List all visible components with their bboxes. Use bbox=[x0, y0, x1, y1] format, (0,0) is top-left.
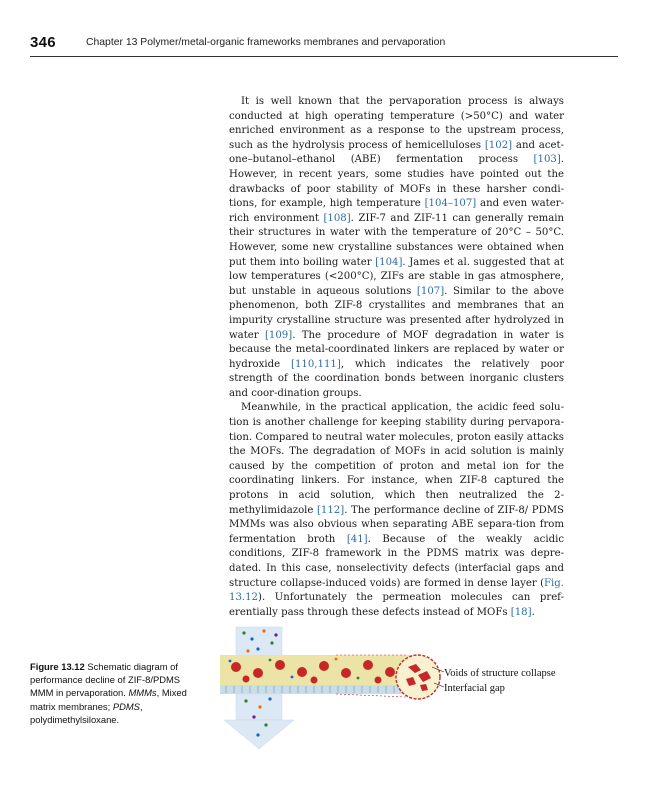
label-gap: Interfacial gap bbox=[444, 683, 505, 694]
page-number: 346 bbox=[30, 34, 56, 51]
header-rule bbox=[30, 56, 618, 57]
feed-arrow-shaft bbox=[236, 627, 282, 657]
citation-link[interactable]: [110,111] bbox=[291, 358, 341, 370]
citation-link[interactable]: [107] bbox=[416, 285, 445, 297]
figure-caption: Figure 13.12 Schematic diagram of performance decline of ZIF-8/PDMS MMM in pervaporation. MMMs, Mixed matrix membranes; PDMS, polydimethylsiloxane. bbox=[30, 661, 187, 725]
citation-link[interactable]: [104] bbox=[375, 256, 403, 268]
figure-link[interactable]: Fig. 13.12 bbox=[229, 577, 564, 604]
figure-label: Figure 13.12 bbox=[30, 661, 85, 672]
running-header bbox=[30, 34, 618, 54]
zoom-line-bottom bbox=[336, 694, 406, 697]
citation-link[interactable]: [18] bbox=[510, 606, 532, 618]
citation-link[interactable]: [109] bbox=[264, 329, 293, 341]
zoom-circle bbox=[396, 655, 440, 699]
body-text bbox=[229, 95, 564, 620]
figure-13-12-schematic bbox=[218, 625, 598, 750]
chapter-title: Chapter 13 Polymer/metal-organic frameworks membranes and pervaporation bbox=[86, 37, 446, 48]
citation-link[interactable]: [103] bbox=[533, 154, 561, 166]
citation-link[interactable]: [104–107] bbox=[424, 198, 477, 210]
citation-link[interactable]: [112] bbox=[316, 504, 345, 516]
citation-link[interactable]: [102] bbox=[484, 139, 513, 151]
citation-link[interactable]: [108] bbox=[323, 212, 351, 224]
label-voids: Voids of structure collapse bbox=[444, 668, 556, 679]
citation-link[interactable]: [41] bbox=[346, 533, 368, 545]
paragraph-1: It is well known that the pervaporation process is always conducted at high operating temperature (>50°C) and water enriched environment as a response to the upstream process, such as the hydrolysis process of hemicelluloses [102] and acet-one–butanol–ethanol (ABE) fermentation process [103]. However, in recent years, some studies have pointed out the drawbacks of poor stability of MOFs in these harsher condi-tions, for example, high temperature [104–107] and even water-rich environment [108]. ZIF-7 and ZIF-11 can generally remain their structures in water with the temperature of 20°C – 50°C. However, some new crystalline substances were obtained when put them into boiling water [104]. James et al. suggested that at low temperatures (<200°C), ZIFs are stable in gas atmosphere, but unstable in aqueous solutions [107]. Similar to the above phenomenon, both ZIF-8 crystallites and membranes that an impurity crystalline structure was presented after hydrolyzed in water [109]. The procedure of MOF degradation in water is because the metal-coordinated linkers are replaced by water or hydroxide [110,111], which indicates the relatively poor strength of the coordination bonds between inorganic clusters and coor-dination groups. bbox=[229, 96, 564, 399]
paragraph-2: Meanwhile, in the practical application, the acidic feed solu-tion is another challenge for keeping stability during pervapora-tion. Compared to neutral water molecules, proton easily attacks the MOFs. The degradation of MOFs in acid solution is mainly caused by the competition of proton and metal ion for the coordinating linkers. For instance, when ZIF-8 captured the protons in acid solution, which then neutralized the 2-methylimidazole [112]. The performance decline of ZIF-8/ PDMS MMMs was also obvious when separating ABE separa-tion from fermentation broth [41]. Because of the weakly acidic conditions, ZIF-8 framework in the PDMS matrix was depre-dated. In this case, nonselectivity defects (interfacial gaps and structure collapse-induced voids) are formed in dense layer (Fig. 13.12). Unfortunately the permeation molecules can pref-erentially pass through these defects instead of MOFs [18]. bbox=[229, 402, 564, 618]
